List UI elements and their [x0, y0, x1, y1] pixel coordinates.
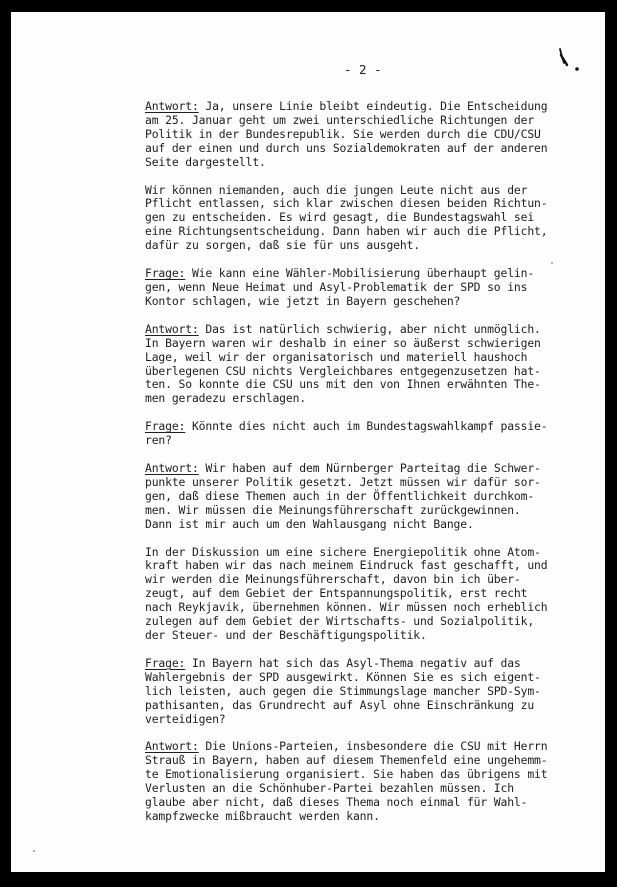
question-paragraph	[145, 420, 585, 448]
answer-label: Antwort:	[145, 99, 199, 113]
text-line: Strauß in Bayern, haben auf diesem Themenfeld eine ungehemm-	[145, 753, 548, 768]
text-line: gen, wenn Neue Heimat und Asyl-Problematik der SPD so ins	[145, 279, 528, 294]
line-text: Wie kann eine Wähler-Mobilisierung überhaupt gelin-	[185, 266, 535, 281]
text-line: Seite dargestellt.	[145, 154, 266, 169]
text-line: Dann ist mir auch um den Wahlausgang nicht Bange.	[145, 516, 474, 531]
text-line: der Steuer- und der Beschäftigungspolitik.	[145, 628, 427, 642]
text-line: lich leisten, auch gegen die Stimmungslage mancher SPD-Sym-	[145, 683, 541, 698]
text-line: nach Reykjavik, übernehmen können. Wir müssen noch erheblich	[145, 600, 548, 615]
text-line: am 25. Januar geht um zwei unterschiedliche Richtungen der	[145, 112, 535, 127]
document-page	[11, 12, 605, 872]
question-label: Frage:	[145, 419, 186, 434]
answer-paragraph	[145, 740, 585, 823]
text-line	[145, 657, 585, 671]
text-line: Verlusten an die Schönhuber-Partei bezahlen müssen. Ich	[145, 781, 514, 796]
scan-speck	[551, 262, 553, 264]
text-line: eine Richtungsentscheidung. Dann haben wir auch die Pflicht,	[145, 224, 548, 239]
text-line: punkte unserer Politik gesetzt. Jetzt müssen wir dafür sor-	[145, 474, 541, 489]
text-line: kampfzwecke mißbraucht werden kann.	[145, 808, 380, 823]
continuation-paragraph	[145, 546, 585, 643]
text-line: men geradezu erschlagen.	[145, 391, 306, 406]
scan-speck	[33, 850, 35, 852]
line-text: Könnte dies nicht auch im Bundestagswahlkampf passie-	[185, 419, 548, 434]
text-line: Lage, weil wir der organisatorisch und materiell haushoch	[145, 349, 528, 364]
text-line: gen, daß diese Themen auch in der Öffentlichkeit durchkom-	[145, 488, 535, 503]
line-text: Ja, unsere Linie bleibt eindeutig. Die Entscheidung	[198, 99, 548, 113]
continuation-paragraph	[145, 184, 585, 254]
question-label: Frage:	[145, 655, 186, 670]
text-line: pathisanten, das Grundrecht auf Asyl ohne Einschränkung zu	[145, 697, 535, 712]
answer-label: Antwort:	[145, 461, 199, 476]
line-text: Das ist natürlich schwierig, aber nicht unmöglich.	[198, 321, 541, 336]
text-line: kraft haben wir das nach meinem Eindruck fast geschafft, und	[145, 558, 548, 573]
page-number: - 2 -	[344, 62, 382, 77]
text-line: dafür zu sorgen, daß sie für uns ausgeht.	[145, 238, 421, 253]
question-paragraph	[145, 267, 585, 309]
answer-label: Antwort:	[145, 321, 199, 336]
text-line	[145, 100, 585, 114]
question-label: Frage:	[145, 266, 186, 281]
line-text: Wir haben auf dem Nürnberger Parteitag die Schwer-	[198, 461, 541, 476]
text-line: ten. So konnte die CSU uns mit den von Ihnen erwähnten The-	[145, 377, 541, 392]
text-line: verteidigen?	[145, 711, 226, 726]
text-line: zeugt, auf dem Gebiet der Entspannungspolitik, erst recht	[145, 586, 528, 601]
line-text: Die Unions-Parteien, insbesondere die CSU mit Herrn	[198, 739, 548, 754]
text-line	[145, 740, 585, 754]
text-line: ren?	[145, 433, 172, 448]
line-text: In Bayern hat sich das Asyl-Thema negativ auf das	[185, 655, 521, 670]
text-line: Kontor schlagen, wie jetzt in Bayern geschehen?	[145, 293, 461, 308]
text-line: gen zu entscheiden. Es wird gesagt, die Bundestagswahl sei	[145, 210, 535, 225]
text-line: Wahlergebnis der SPD ausgewirkt. Können Sie es sich eigent-	[145, 669, 541, 684]
text-line: Politik in der Bundesrepublik. Sie werden durch die CDU/CSU	[145, 126, 541, 141]
text-line: überlegenen CSU nichts Vergleichbares entgegenzusetzen hat-	[145, 363, 541, 378]
text-line	[145, 267, 585, 281]
text-line	[145, 420, 585, 434]
text-line: In Bayern waren wir deshalb in einer so äußerst schwierigen	[145, 335, 541, 350]
text-line	[145, 462, 585, 476]
text-line: glaube aber nicht, daß dieses Thema noch einmal für Wahl-	[145, 795, 528, 810]
answer-paragraph	[145, 100, 585, 170]
text-line: te Emotionalisierung organisiert. Sie haben das übrigens mit	[145, 767, 548, 782]
text-line: wir werden die Meinungsführerschaft, davon bin ich über-	[145, 572, 521, 587]
answer-paragraph	[145, 462, 585, 532]
text-line: In der Diskussion um eine sichere Energiepolitik ohne Atom-	[145, 544, 541, 559]
text-line: Wir können niemanden, auch die jungen Leute nicht aus der	[145, 182, 528, 197]
text-line: Pflicht entlassen, sich klar zwischen diesen beiden Richtun-	[145, 196, 548, 211]
question-paragraph	[145, 657, 585, 727]
handwritten-mark-icon	[554, 45, 584, 79]
text-line	[145, 323, 585, 337]
text-line: auf der einen und durch uns Sozialdemokraten auf der anderen	[145, 140, 548, 155]
answer-paragraph	[145, 323, 585, 406]
text-line: men. Wir müssen die Meinungsführerschaft zurückgewinnen.	[145, 502, 521, 517]
text-line: zulegen auf dem Gebiet der Wirtschafts- und Sozialpolitik,	[145, 614, 535, 629]
interview-text	[145, 100, 585, 838]
answer-label: Antwort:	[145, 739, 199, 754]
